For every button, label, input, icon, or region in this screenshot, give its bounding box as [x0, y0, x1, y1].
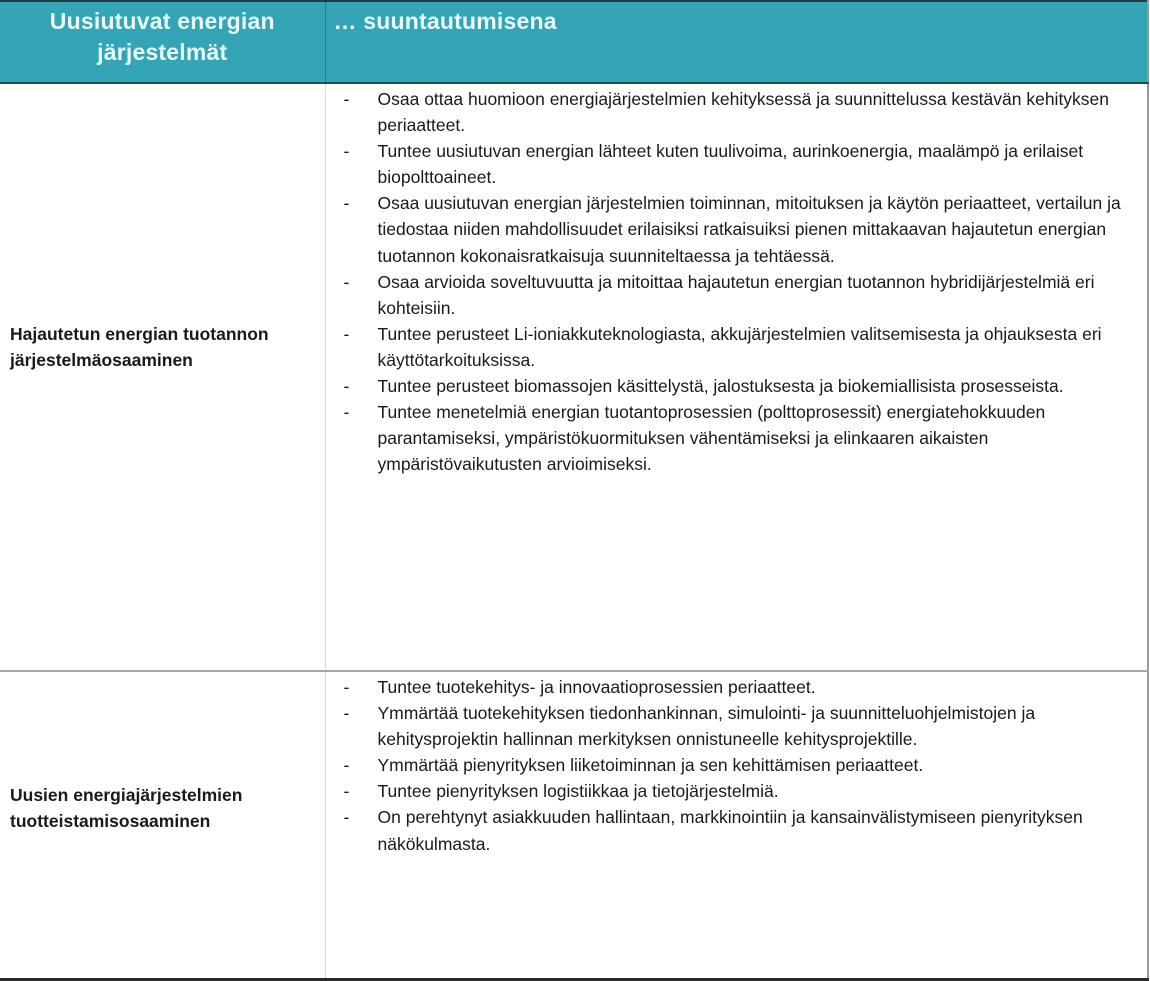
- list-item-text: Tuntee perusteet biomassojen käsittelystä, jalostuksesta ja biokemiallisista prosesseista.: [377, 376, 1064, 397]
- list-item: [344, 752, 1134, 778]
- list-item-text: On perehtynyt asiakkuuden hallintaan, markkinointiin ja kansainvälistymiseen pienyrityksen näkökulmasta.: [377, 807, 1083, 854]
- bullet-dash: -: [343, 376, 350, 397]
- list-item-text: Tuntee menetelmiä energian tuotantoprosessien (polttoprosessit) energiatehokkuuden parantamiseksi, ympäristökuormituksen vähentämiseksi ja elinkaaren aikaisten ympäristövaikutusten arvioimiseksi.: [377, 402, 1046, 475]
- bullet-dash: -: [343, 677, 350, 697]
- list-item: [344, 138, 1134, 190]
- bullet-dash: -: [343, 323, 350, 344]
- list-item-text: Osaa uusiutuvan energian järjestelmien toiminnan, mitoituksen ja käytön periaatteet, vertailun ja tiedostaa niiden mahdollisuudet erilaisiksi ratkaisuiksi pienen mittakaavan hajautetun energian tuotannon kokonaisratkaisuja suunniteltaessa ja tehtäessä.: [377, 193, 1121, 266]
- list-item: [344, 269, 1134, 321]
- bullet-dash: -: [343, 807, 350, 828]
- list-item: [344, 86, 1134, 138]
- area-label: Uusien energiajärjestelmien tuotteistamisosaaminen: [0, 671, 325, 980]
- list-item: [344, 804, 1134, 856]
- list-item: [344, 674, 1134, 700]
- list-item-text: Tuntee pienyrityksen logistiikkaa ja tietojärjestelmiä.: [377, 781, 779, 802]
- bullet-dash: -: [343, 781, 350, 802]
- competence-list-cell: [325, 671, 1148, 980]
- bullet-dash: -: [343, 89, 350, 109]
- bullet-dash: -: [343, 703, 350, 724]
- list-item-text: Tuntee uusiutuvan energian lähteet kuten tuulivoima, aurinkoenergia, maalämpö ja erilaiset biopolttoaineet.: [377, 141, 1084, 188]
- list-item: [344, 399, 1134, 477]
- header-area: Uusiutuvat energian järjestelmät: [0, 1, 325, 83]
- competence-list-cell: [325, 83, 1148, 671]
- list-item-text: Osaa arvioida soveltuvuutta ja mitoittaa hajautetun energian tuotannon hybridijärjestelmiä eri kohteisiin.: [377, 271, 1095, 318]
- table-row: [0, 671, 1148, 980]
- list-item: [344, 321, 1134, 373]
- list-item-text: Ymmärtää tuotekehityksen tiedonhankinnan, simulointi- ja suunnitteluohjelmistojen ja kehitysprojektin hallinnan merkityksen onnistuneelle kehitysprojektille.: [377, 703, 1036, 750]
- list-item-text: Ymmärtää pienyrityksen liiketoiminnan ja sen kehittämisen periaatteet.: [377, 755, 924, 776]
- bullet-dash: -: [343, 402, 350, 423]
- bullet-dash: -: [343, 755, 350, 776]
- bullet-dash: -: [343, 271, 350, 292]
- table-row: [0, 83, 1148, 671]
- list-item: [344, 190, 1134, 268]
- competence-list: [344, 86, 1134, 477]
- bullet-dash: -: [343, 141, 350, 162]
- competence-list: [344, 674, 1134, 857]
- list-item-text: Tuntee tuotekehitys- ja innovaatioprosessien periaatteet.: [377, 677, 816, 697]
- header-focus: … suuntautumisena: [325, 1, 1148, 83]
- header-row: [0, 1, 1148, 83]
- area-label: Hajautetun energian tuotannon järjestelmäosaaminen: [0, 83, 325, 671]
- list-item-text: Osaa ottaa huomioon energiajärjestelmien kehityksessä ja suunnittelussa kestävän kehityksen periaatteet.: [377, 89, 1110, 136]
- list-item-text: Tuntee perusteet Li-ioniakkuteknologiasta, akkujärjestelmien valitsemisesta ja ohjauksesta eri käyttötarkoituksissa.: [377, 323, 1102, 370]
- list-item: [344, 700, 1134, 752]
- list-item: [344, 778, 1134, 804]
- list-item: [344, 373, 1134, 399]
- bullet-dash: -: [343, 193, 350, 214]
